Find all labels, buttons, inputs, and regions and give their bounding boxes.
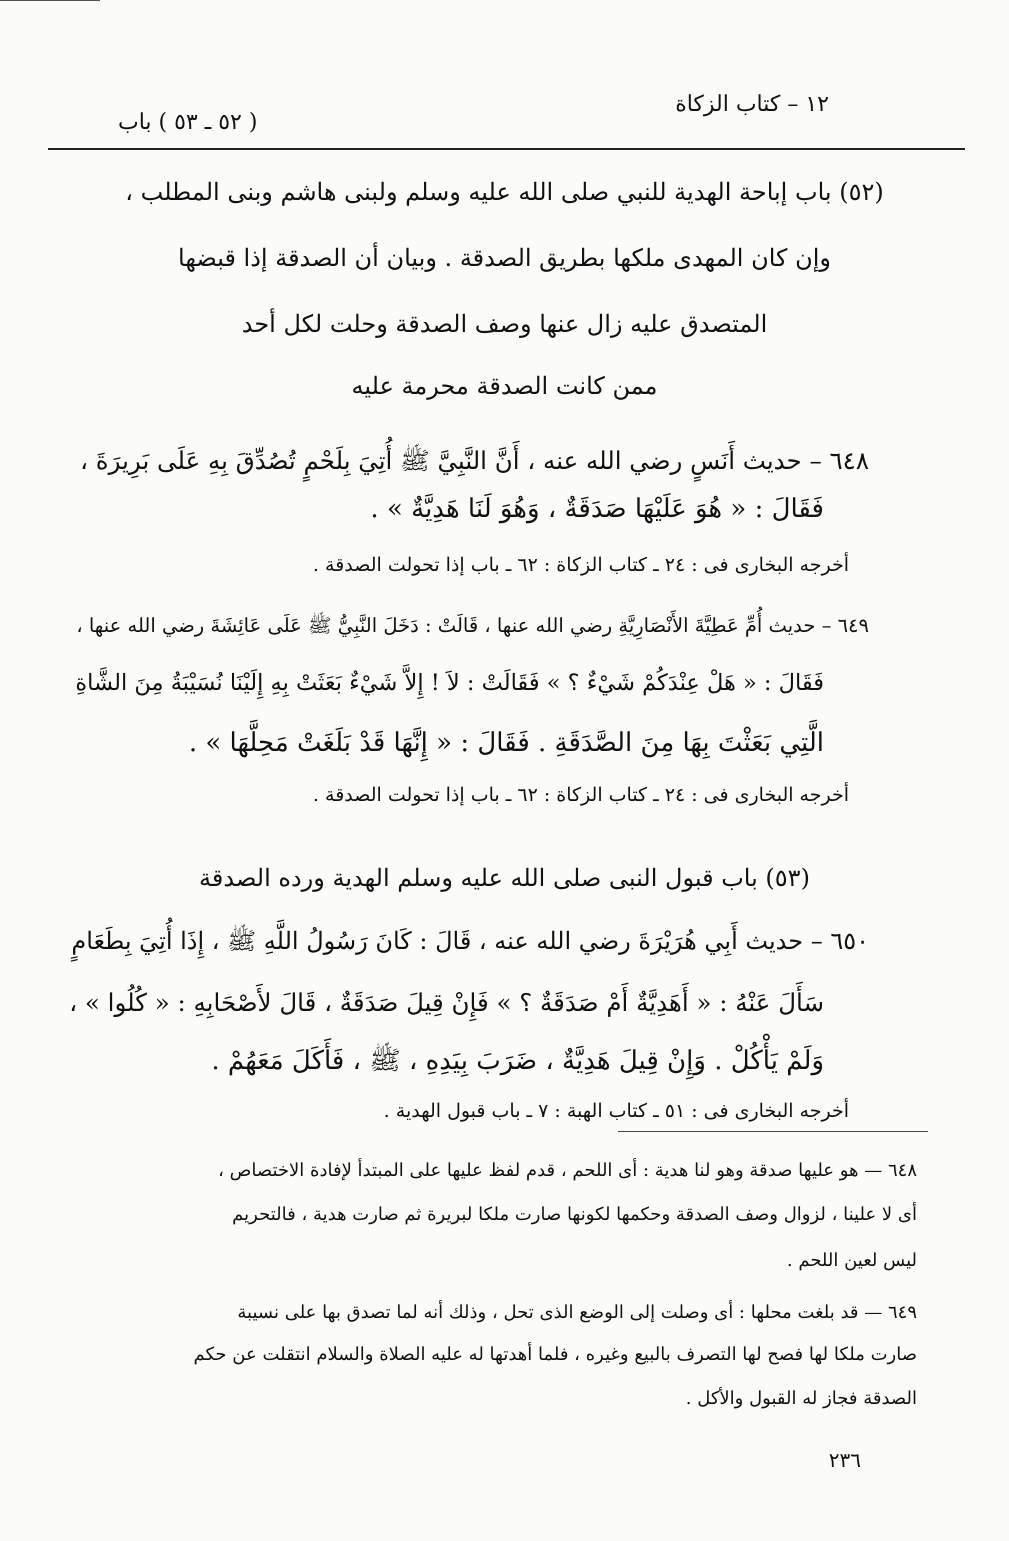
bab52-title-line-2: وإن كان المهدى ملكها بطريق الصدقة . وبيان أن الصدقة إذا قبضها — [178, 244, 831, 272]
running-header-chapter: ١٢ – كتاب الزكاة — [675, 92, 829, 117]
bab52-title-line-3: المتصدق عليه زال عنها وصف الصدقة وحلت لكل أحد — [241, 310, 768, 338]
hadith-648-line-1: ٦٤٨ – حديث أَنَسٍ رضي الله عنه ، أَنَّ النَّبِيَّ ﷺ أُتِيَ بِلَحْمٍ تُصُدِّقَ بِهِ عَلَى بَرِيرَةَ ، — [80, 446, 869, 475]
hadith-649-source: أخرجه البخارى فى : ٢٤ ـ كتاب الزكاة : ٦٢ ـ باب إذا تحولت الصدقة . — [312, 784, 849, 806]
footnote-648-line-1: ٦٤٨ — هو عليها صدقة وهو لنا هدية : أى اللحم ، قدم لفظ عليها على المبتدأ لإفادة الاختصاص ، — [218, 1160, 917, 1181]
hadith-648-source: أخرجه البخارى فى : ٢٤ ـ كتاب الزكاة : ٦٢ ـ باب إذا تحولت الصدقة . — [312, 554, 849, 576]
footnote-649-line-2: صارت ملكا لها فصح لها التصرف بالبيع وغيره ، فلما أهدتها له عليه الصلاة والسلام انتقلت عن حكم — [193, 1344, 917, 1365]
hadith-650-line-2: سَأَلَ عَنْهُ : « أَهَدِيَّةٌ أَمْ صَدَقَةٌ ؟ » فَإِنْ قِيلَ صَدَقَةٌ ، قَالَ لأَصْحَابِهِ : « كُلُوا » ، — [69, 988, 824, 1017]
bab52-title-line-4: ممن كانت الصدقة محرمة عليه — [351, 372, 658, 400]
bab52-title-line-1: (٥٢) باب إباحة الهدية للنبي صلى الله عليه وسلم ولبنى هاشم وبنى المطلب ، — [125, 178, 884, 206]
scan-edge-line — [0, 0, 100, 1]
footnote-648-line-3: ليس لعين اللحم . — [786, 1250, 917, 1271]
hadith-650-line-3: وَلَمْ يَأْكُلْ . وَإِنْ قِيلَ هَدِيَّةٌ ، ضَرَبَ بِيَدِهِ ، ﷺ ، فَأَكَلَ مَعَهُمْ . — [211, 1046, 824, 1076]
hadith-649-line-1: ٦٤٩ – حديث أُمِّ عَطِيَّةَ الأَنْصَارِيَّةِ رضي الله عنها ، قَالَتْ : دَخَلَ النَّبِيُّ ﷺ عَلَى عَائِشَةَ رضي الله عنها ، — [76, 614, 869, 637]
hadith-650-source: أخرجه البخارى فى : ٥١ ـ كتاب الهبة : ٧ ـ باب قبول الهدية . — [383, 1100, 849, 1122]
running-header-bab-range: ( ٥٢ ـ ٥٣ ) باب — [118, 110, 258, 135]
footnote-rule — [618, 1131, 928, 1132]
hadith-648-line-2: فَقَالَ : « هُوَ عَلَيْهَا صَدَقَةٌ ، وَهُوَ لَنَا هَدِيَّةٌ » . — [370, 494, 824, 524]
footnote-649-line-1: ٦٤٩ — قد بلغت محلها : أى وصلت إلى الوضع الذى تحل ، وذلك أنه لما تصدق بها على نسيبة — [237, 1302, 917, 1323]
hadith-649-line-3: الَّتِي بَعَثْتَ بِهَا مِنَ الصَّدَقَةِ . فَقَالَ : « إِنَّهَا قَدْ بَلَغَتْ مَحِلَّهَا » . — [188, 728, 824, 758]
header-rule — [48, 148, 965, 150]
footnote-649-line-3: الصدقة فجاز له القبول والأكل . — [685, 1388, 917, 1409]
hadith-650-line-1: ٦٥٠ – حديث أَبِي هُرَيْرَةَ رضي الله عنه ، قَالَ : كَانَ رَسُولُ اللَّهِ ﷺ ، إِذَا أُتِيَ بِطَعَامٍ — [71, 927, 869, 955]
hadith-649-line-2: فَقَالَ : « هَلْ عِنْدَكُمْ شَيْءٌ ؟ » فَقَالَتْ : لاَ ! إِلاَّ شَيْءٌ بَعَثَتْ بِهِ إِلَيْنَا نُسَيْبَةُ مِنَ الشَّاةِ — [75, 670, 824, 696]
page-number: ٢٣٦ — [828, 1448, 861, 1472]
bab53-title: (٥٣) باب قبول النبى صلى الله عليه وسلم الهدية ورده الصدقة — [199, 864, 810, 892]
footnote-648-line-2: أى لا علينا ، لزوال وصف الصدقة وحكمها لكونها صارت ملكا لبريرة ثم صارت هدية ، فالتحريم — [232, 1204, 917, 1225]
